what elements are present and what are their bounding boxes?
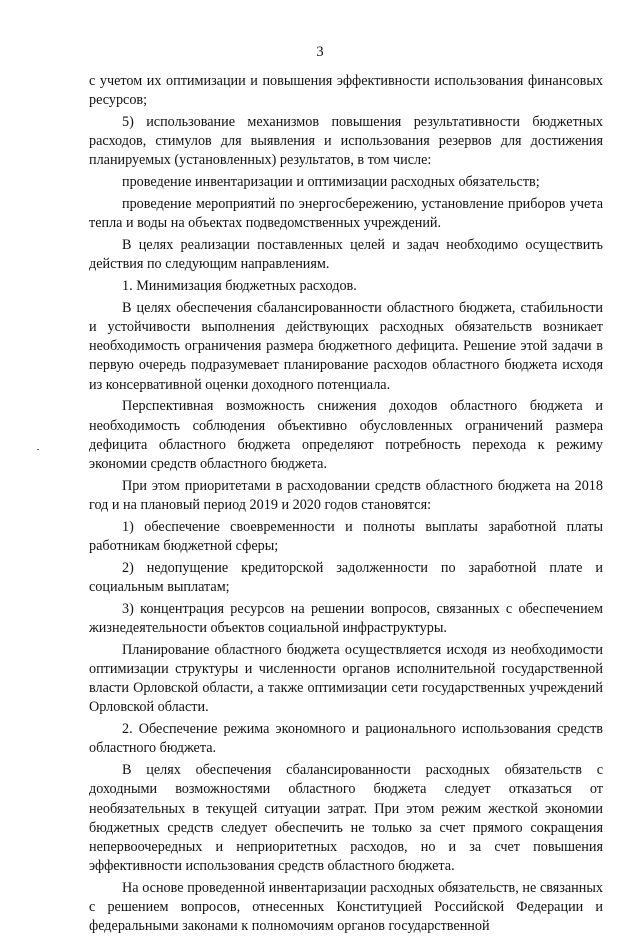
margin-mark — [37, 449, 39, 450]
paragraph: 5) использование механизмов повышения результативности бюджетных расходов, стимулов для выявления и использования резервов для достижения планируемых (установленных) результатов, в том числе: — [89, 114, 603, 169]
document-body — [89, 72, 603, 939]
paragraph: Перспективная возможность снижения доходов областного бюджета и необходимость соблюдения объективно обусловленных ограничений размера дефицита областного бюджета определяют потребность перехода к режиму экономии средств областного бюджета. — [89, 398, 603, 473]
paragraph: В целях обеспечения сбалансированности расходных обязательств с доходными возможностями областного бюджета следует отказаться от необязательных в текущей ситуации затрат. При этом режим жесткой экономии бюджетных средств следует обеспечить не только за счет прямого сокращения непервоочередных и неприоритетных расходов, но и за счет повышения эффективности использования средств областного бюджета. — [89, 762, 603, 875]
paragraph: 3) концентрация ресурсов на решении вопросов, связанных с обеспечением жизнедеятельности объектов социальной инфраструктуры. — [89, 600, 603, 637]
paragraph: При этом приоритетами в расходовании средств областного бюджета на 2018 год и на плановый период 2019 и 2020 годов становятся: — [89, 477, 603, 514]
section-heading: 1. Минимизация бюджетных расходов. — [122, 278, 357, 294]
page-number: 3 — [316, 44, 324, 60]
paragraph: 1) обеспечение своевременности и полноты выплаты заработной платы работникам бюджетной сферы; — [89, 518, 603, 555]
paragraph: В целях реализации поставленных целей и задач необходимо осуществить действия по следующим направлениям. — [89, 237, 603, 273]
paragraph: проведение инвентаризации и оптимизации расходных обязательств; — [122, 174, 540, 191]
paragraph: Планирование областного бюджета осуществляется исходя из необходимости оптимизации структуры и численности органов исполнительной государственной власти Орловской области, а также оптимизации сети государственных учреждений Орловской области. — [89, 641, 603, 716]
paragraph: 2) недопущение кредиторской задолженности по заработной плате и социальным выплатам; — [89, 559, 603, 596]
paragraph: проведение мероприятий по энергосбережению, установление приборов учета тепла и воды на объектах подведомственных учреждений. — [89, 196, 603, 232]
section-heading: 2. Обеспечение режима экономного и рационального использования средств областного бюджета. — [89, 721, 603, 757]
paragraph: В целях обеспечения сбалансированности областного бюджета, стабильности и устойчивости выполнения действующих расходных обязательств возникает необходимость ограничения размера бюджетного дефицита. Решение этой задачи в первую очередь подразумевает планирование расходов областного бюджета исходя из консервативной оценки доходного потенциала. — [89, 299, 603, 393]
paragraph: На основе проведенной инвентаризации расходных обязательств, не связанных с решением вопросов, отнесенных Конституцией Российской Федерации и федеральными законами к полномочиям органов государственной — [89, 880, 603, 935]
paragraph: с учетом их оптимизации и повышения эффективности использования финансовых ресурсов; — [89, 73, 603, 109]
